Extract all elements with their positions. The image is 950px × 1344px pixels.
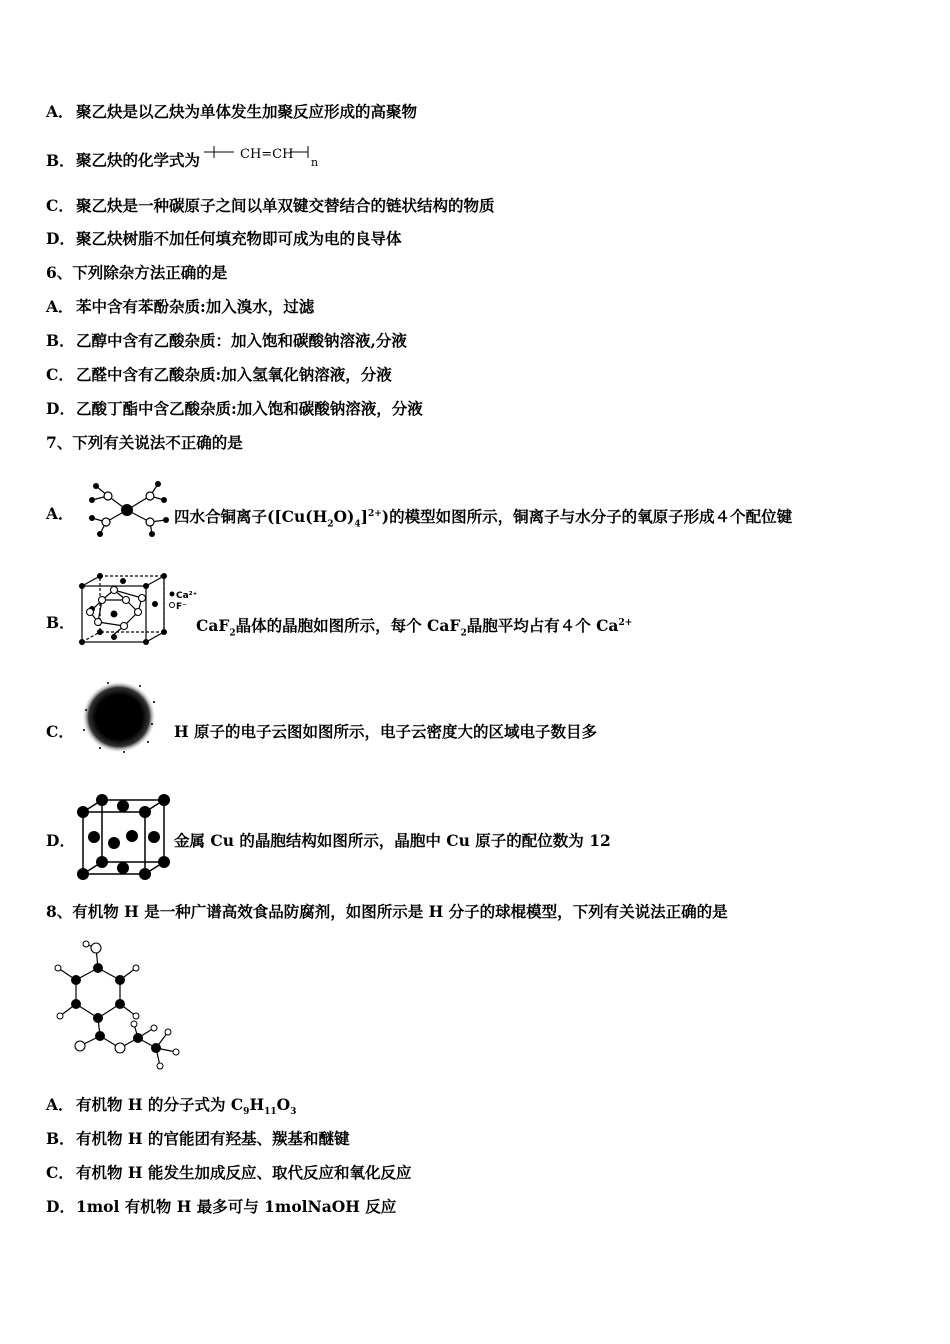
option-text: 乙醇中含有乙酸杂质：加入饱和碳酸钠溶液,分液 xyxy=(76,331,407,350)
option-label: C． xyxy=(46,365,74,384)
formula-n: n xyxy=(311,156,319,169)
option-text: 乙醛中含有乙酸杂质:加入氢氧化钠溶液，分液 xyxy=(76,365,392,384)
option-text: 聚乙炔的化学式为 xyxy=(76,150,201,170)
q6-option-b xyxy=(46,331,407,351)
q8-option-b xyxy=(46,1129,349,1149)
option-label: D． xyxy=(46,399,75,418)
legend-f: F⁻ xyxy=(176,602,187,612)
legend-ca: Ca²⁺ xyxy=(176,591,198,601)
caf2-unit-cell xyxy=(76,572,198,646)
q8-option-c xyxy=(46,1163,411,1183)
q8-option-a: A． 有机物 H 的分子式为 $C_9H_{11}O_3$ xyxy=(46,1095,297,1118)
option-text: 苯中含有苯酚杂质:加入溴水，过滤 xyxy=(76,297,315,316)
option-text: 有机物 H 能发生加成反应、取代反应和氧化反应 xyxy=(76,1163,412,1182)
q5-option-b xyxy=(46,146,327,177)
copper-aqua-ion-model xyxy=(82,474,172,540)
q7-option-c-label: C． xyxy=(46,722,74,741)
q6-option-c xyxy=(46,365,392,385)
electron-cloud-image xyxy=(80,680,158,754)
option-text: 有机物 H 的官能团有羟基、羰基和醚键 xyxy=(76,1129,350,1148)
copper-fcc-unit-cell xyxy=(74,790,174,880)
q6-option-a xyxy=(46,297,314,317)
q7-option-c-text: H 原子的电子云图如图所示，电子云密度大的区域电子数目多 xyxy=(174,722,598,741)
option-label: C． xyxy=(46,196,74,215)
option-label: D． xyxy=(46,1197,75,1216)
option-text: 乙酸丁酯中含乙酸杂质:加入饱和碳酸钠溶液，分液 xyxy=(76,399,423,418)
option-label: B． xyxy=(46,1129,75,1148)
option-label: A． xyxy=(46,102,74,121)
option-label: C． xyxy=(46,1163,74,1182)
molecule-h-ball-stick-model xyxy=(50,936,190,1078)
formula-core: CH=CH xyxy=(240,147,294,162)
q6-stem: 6、下列除杂方法正确的是 xyxy=(46,263,228,282)
option-label: B． xyxy=(46,331,75,350)
q7-option-b-label: B． xyxy=(46,613,75,632)
q8-stem: 8、有机物 H 是一种广谱高效食品防腐剂，如图所示是 H 分子的球棍模型，下列有关说法正确的是 xyxy=(46,902,728,921)
option-text: 1mol 有机物 H 最多可与 1molNaOH 反应 xyxy=(76,1197,397,1216)
q6-option-d xyxy=(46,399,423,419)
q7-option-b-text: CaF$_2$晶体的晶胞如图所示，每个 CaF$_2$晶胞平均占有４个 $Ca^{2+}$ xyxy=(196,616,633,639)
option-text: 聚乙炔是一种碳原子之间以单双键交替结合的链状结构的物质 xyxy=(76,196,495,215)
q7-option-a-label: A． xyxy=(46,504,74,523)
polyacetylene-formula xyxy=(202,146,327,177)
option-label: A． xyxy=(46,1095,74,1114)
option-label: A． xyxy=(46,297,74,316)
q5-option-a xyxy=(46,102,417,122)
q7-stem: 7、下列有关说法不正确的是 xyxy=(46,433,243,452)
q5-option-c xyxy=(46,196,495,216)
q7-option-a-text: 四水合铜离子$([Cu(H_2O)_4]^{2+})$的模型如图所示，铜离子与水分子的氧原子形成４个配位键 xyxy=(174,507,793,530)
option-label: D． xyxy=(46,229,75,248)
q5-option-d xyxy=(46,229,402,249)
option-text: 聚乙炔是以乙炔为单体发生加聚反应形成的高聚物 xyxy=(76,102,418,121)
q7-option-d-text: 金属 Cu 的晶胞结构如图所示，晶胞中 Cu 原子的配位数为 12 xyxy=(174,831,611,850)
q8-option-d xyxy=(46,1197,396,1217)
option-text: 聚乙炔树脂不加任何填充物即可成为电的良导体 xyxy=(76,229,402,248)
option-label: B． xyxy=(46,150,75,170)
q7-option-d-label: D． xyxy=(46,831,75,850)
